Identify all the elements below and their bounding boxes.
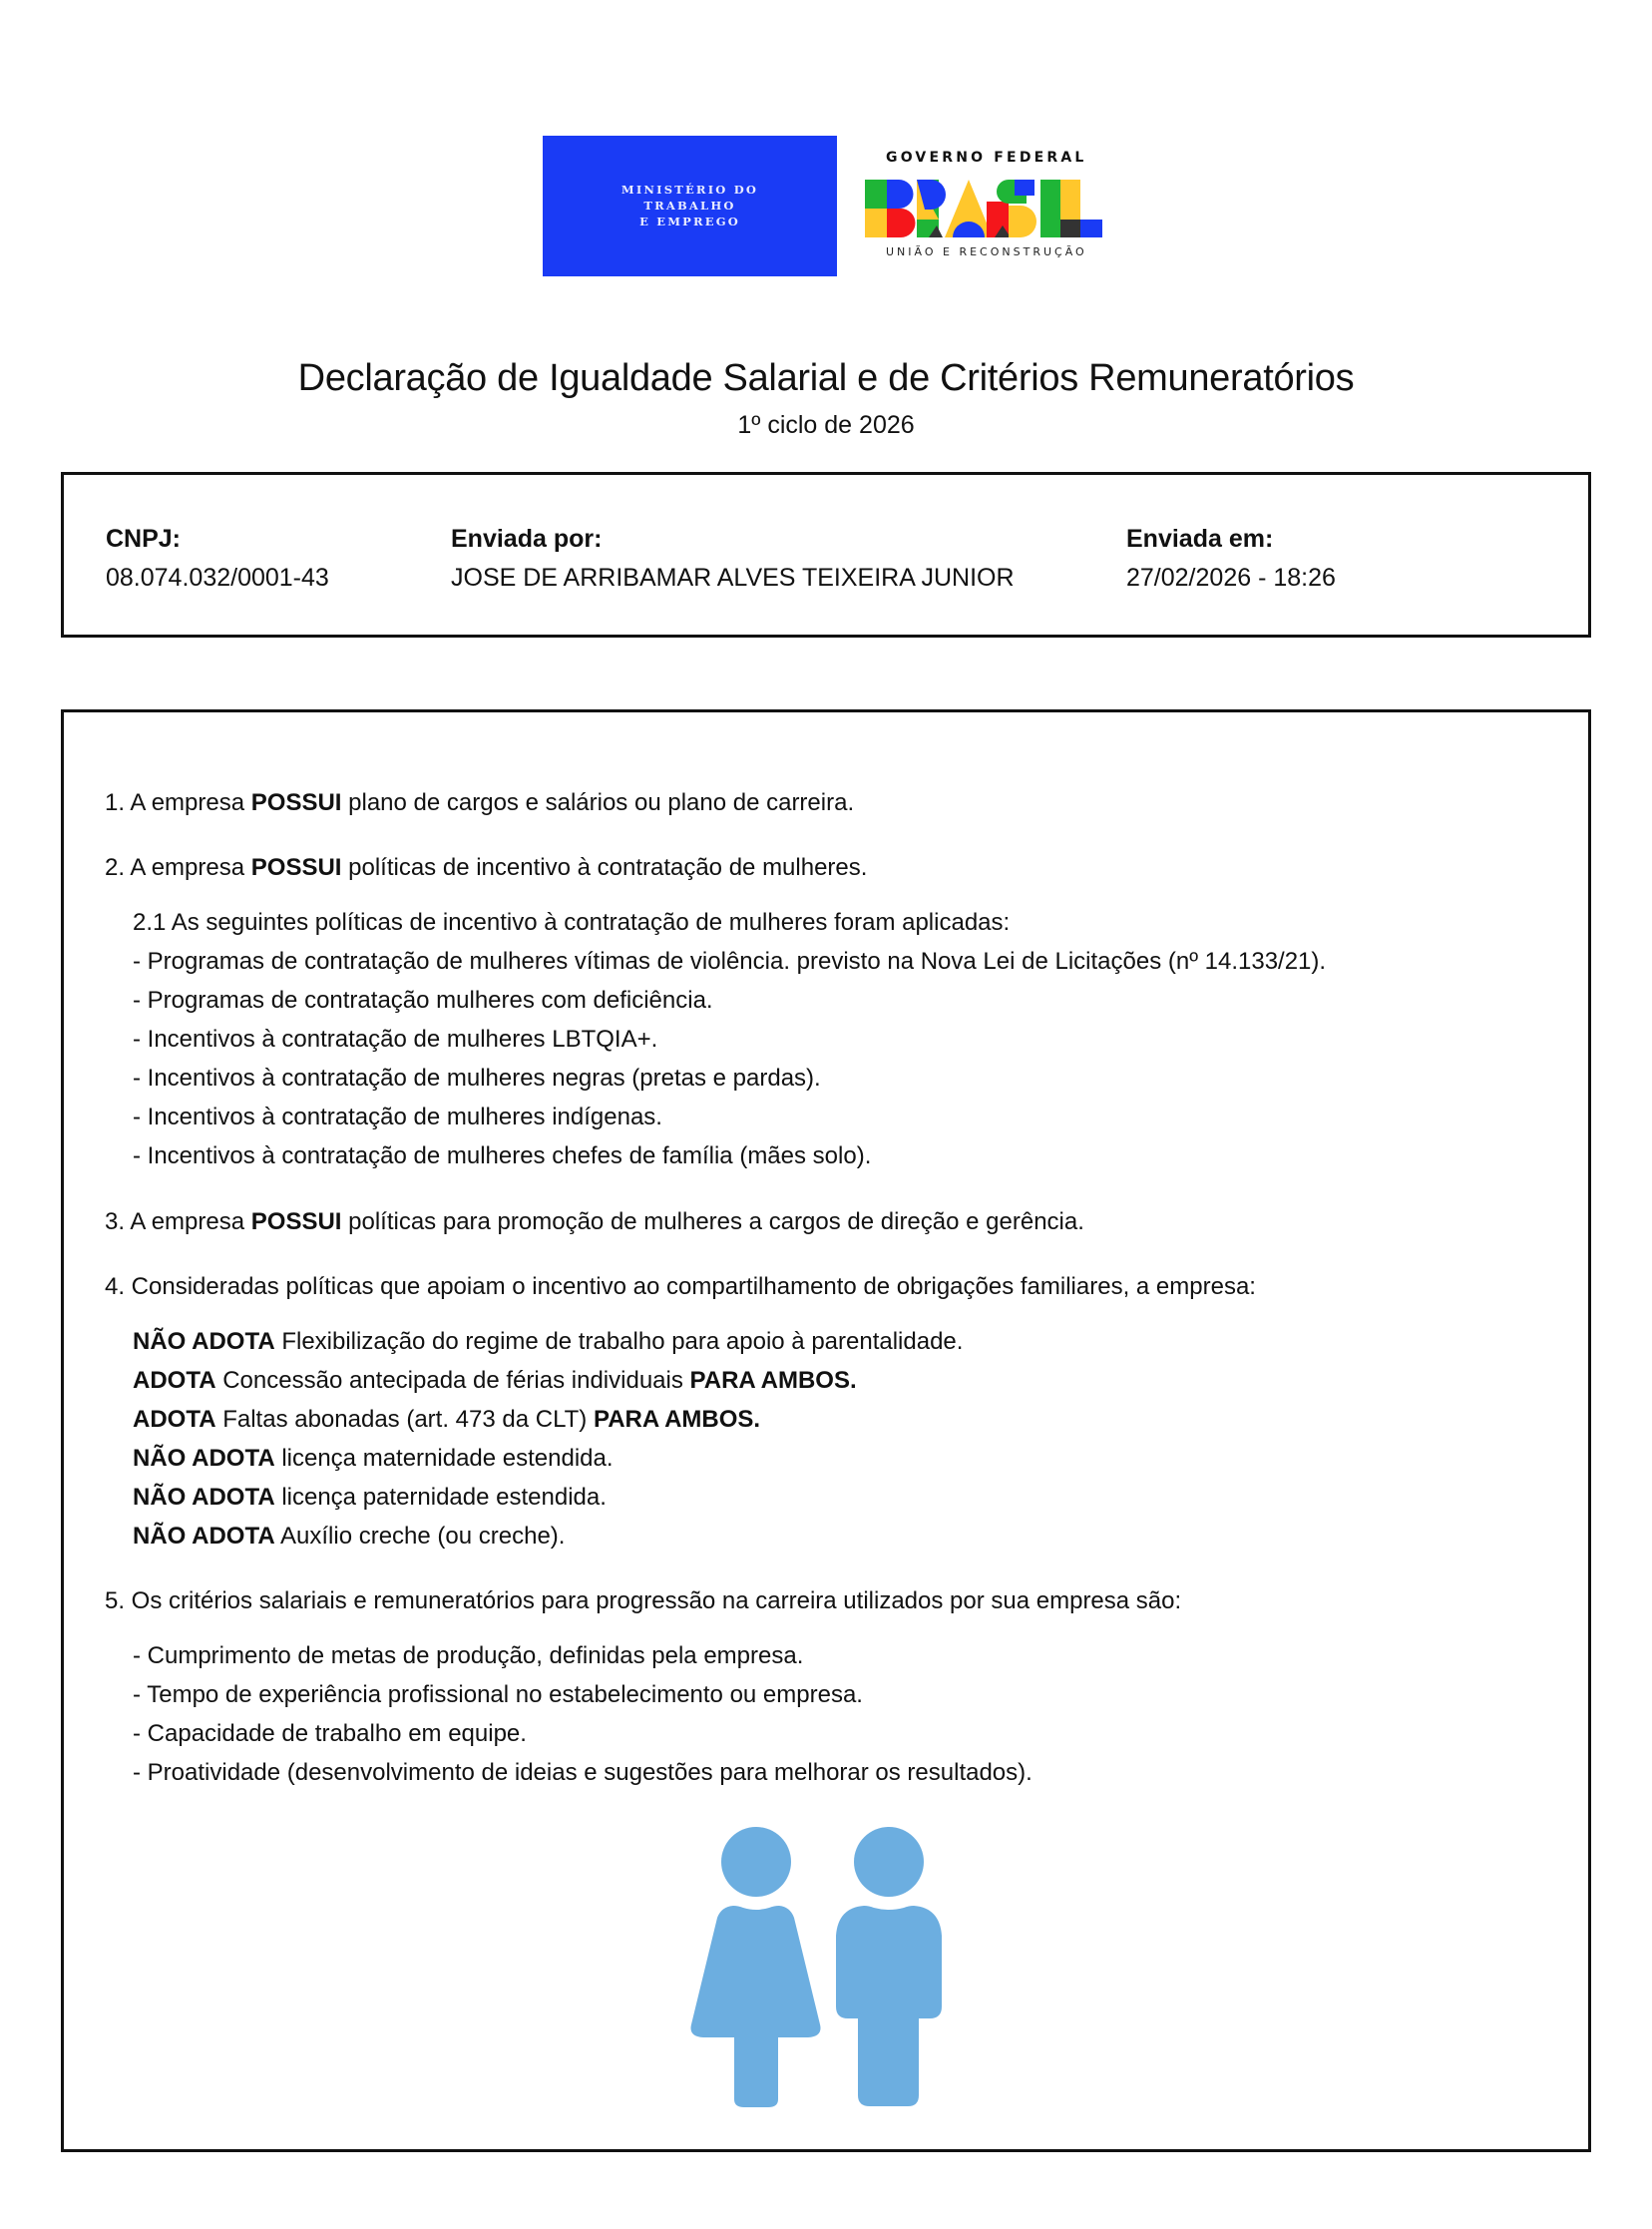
ministry-logo [543,136,837,276]
sent-at-label: Enviada em: [1126,525,1274,553]
sent-by-label: Enviada por: [451,525,603,553]
policy-status: NÃO ADOTA [133,1484,275,1511]
section-5-list-item: - Cumprimento de metas de produção, definidas pela empresa. [133,1642,804,1669]
section-3-text: políticas para promoção de mulheres a cargos de direção e gerência. [341,1208,1084,1235]
policy-text: Faltas abonadas (art. 473 da CLT) [215,1406,594,1433]
policy-text: licença maternidade estendida. [274,1445,614,1472]
policy-text: licença paternidade estendida. [274,1484,607,1511]
section-5-list-item: - Capacidade de trabalho em equipe. [133,1720,527,1747]
section-1-text: plano de cargos e salários ou plano de carreira. [341,789,855,816]
policy-status: ADOTA [133,1367,216,1394]
sent-at-value: 27/02/2026 - 18:26 [1126,564,1336,592]
policy-status: NÃO ADOTA [133,1445,275,1472]
section-2-list-item: - Incentivos à contratação de mulheres LBTQIA+. [133,1026,658,1053]
woman-and-man-icon [688,1826,948,2115]
declaration-info-box [61,472,1591,638]
section-2-list-item: - Programas de contratação de mulheres vítimas de violência. previsto na Nova Lei de Licitações (nº 14.133/21). [133,948,1327,975]
section-5-list-item: - Tempo de experiência profissional no estabelecimento ou empresa. [133,1681,863,1708]
cnpj-label: CNPJ: [106,525,182,553]
ministry-logo-text [543,182,837,229]
section-4-heading: 4. Consideradas políticas que apoiam o incentivo ao compartilhamento de obrigações familiares, a empresa: [105,1273,1256,1300]
man-body-icon [836,1906,942,2106]
section-5-heading: 5. Os critérios salariais e remuneratórios para progressão na carreira utilizados por sua empresa são: [105,1587,1182,1614]
section-1 [105,788,854,818]
government-logo-top-text: GOVERNO FEDERAL [886,150,1087,166]
section-4-item [133,1366,857,1396]
section-1-prefix: 1. A empresa [105,789,251,816]
brasil-wordmark-icon [865,180,1102,237]
policy-status: NÃO ADOTA [133,1523,275,1550]
government-logo-bottom-text: UNIÃO E RECONSTRUÇÃO [886,245,1087,258]
government-logo [862,150,1106,264]
section-2-status: POSSUI [250,854,342,881]
section-4-item [133,1327,963,1357]
policy-scope: PARA AMBOS. [689,1367,857,1394]
section-2-list-item: - Incentivos à contratação de mulheres chefes de família (mães solo). [133,1142,872,1169]
section-3 [105,1207,1084,1237]
man-head-icon [854,1827,924,1897]
policy-status: NÃO ADOTA [133,1328,275,1355]
policy-text: Flexibilização do regime de trabalho para apoio à parentalidade. [274,1328,964,1355]
policy-status: ADOTA [133,1406,216,1433]
policy-scope: PARA AMBOS. [593,1406,761,1433]
section-4-item [133,1405,760,1435]
ministry-logo-line: TRABALHO [643,199,736,213]
woman-body-icon [691,1906,821,2107]
section-2-1-heading: 2.1 As seguintes políticas de incentivo à contratação de mulheres foram aplicadas: [133,909,1011,936]
section-2-list-item: - Incentivos à contratação de mulheres negras (pretas e pardas). [133,1065,821,1092]
section-2-list-item: - Programas de contratação mulheres com deficiência. [133,987,713,1014]
section-4-item [133,1483,607,1513]
policy-text: Concessão antecipada de férias individuais [215,1367,690,1394]
ministry-logo-line: MINISTÉRIO DO [620,183,759,197]
ministry-logo-line: E EMPREGO [639,215,740,228]
section-2 [105,853,867,883]
section-2-prefix: 2. A empresa [105,854,251,881]
page-subtitle: 1º ciclo de 2026 [737,411,915,439]
section-1-status: POSSUI [250,789,342,816]
sent-by-value: JOSE DE ARRIBAMAR ALVES TEIXEIRA JUNIOR [451,564,1015,592]
section-4-item [133,1444,614,1474]
section-2-list-item: - Incentivos à contratação de mulheres indígenas. [133,1104,662,1130]
section-4-item [133,1522,565,1552]
cnpj-value: 08.074.032/0001-43 [106,564,329,592]
section-5-list-item: - Proatividade (desenvolvimento de ideias e sugestões para melhorar os resultados). [133,1759,1032,1786]
section-3-prefix: 3. A empresa [105,1208,251,1235]
section-3-status: POSSUI [250,1208,342,1235]
page-title: Declaração de Igualdade Salarial e de Critérios Remuneratórios [297,357,1355,399]
policy-text: Auxílio creche (ou creche). [274,1523,566,1550]
section-2-text: políticas de incentivo à contratação de mulheres. [341,854,868,881]
woman-head-icon [721,1827,791,1897]
